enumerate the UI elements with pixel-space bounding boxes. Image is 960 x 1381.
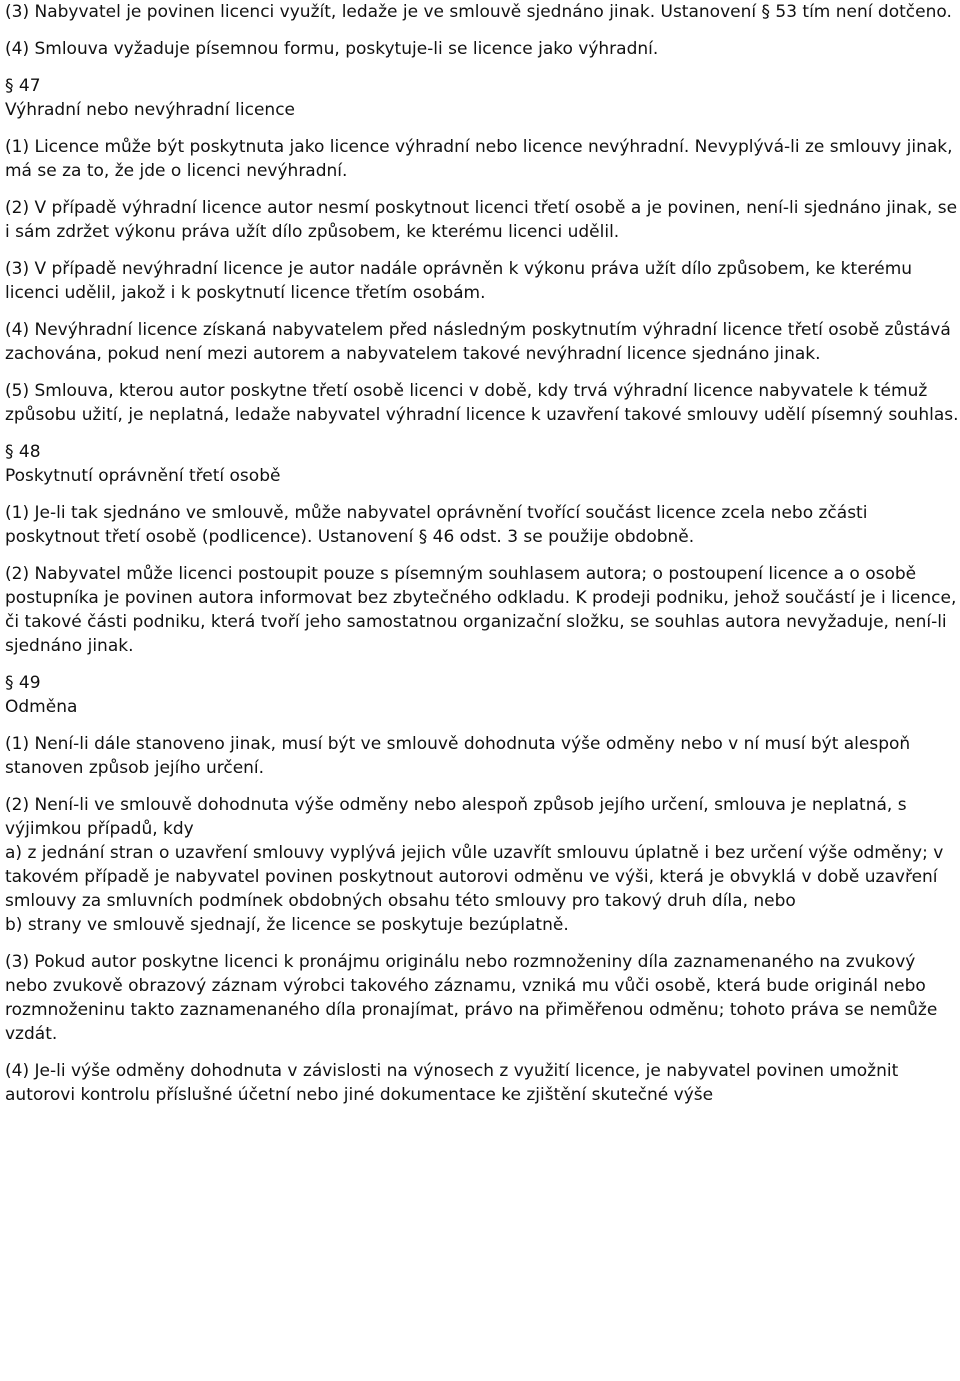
paragraph: (2) Není-li ve smlouvě dohodnuta výše odměny nebo alespoň způsob jejího určení, smlouva je neplatná, s výjimkou případů, kdy bbox=[5, 795, 907, 839]
paragraph: (5) Smlouva, kterou autor poskytne třetí osobě licenci v době, kdy trvá výhradní licence nabyvatele k témuž způsobu užití, je neplatná, ledaže nabyvatel výhradní licence k uzavření takové smlouvy udělí písemný souhlas. bbox=[5, 381, 959, 425]
paragraph-item-b: b) strany ve smlouvě sjednají, že licence se poskytuje bezúplatně. bbox=[5, 915, 569, 935]
section-number: § 48 bbox=[5, 442, 41, 462]
paragraph: (1) Licence může být poskytnuta jako licence výhradní nebo licence nevýhradní. Nevyplývá-li ze smlouvy jinak, má se za to, že jde o licenci nevýhradní. bbox=[5, 137, 953, 181]
paragraph: (2) Nabyvatel může licenci postoupit pouze s písemným souhlasem autora; o postoupení licence a o osobě postupníka je povinen autora informovat bez zbytečného odkladu. K prodeji podniku, jehož součástí je i licence, či takové části podniku, která tvoří jeho samostatnou organizační složku, se souhlas autora nevyžaduje, není-li sjednáno jinak. bbox=[5, 564, 957, 656]
section-title: Výhradní nebo nevýhradní licence bbox=[5, 100, 295, 120]
section-number: § 49 bbox=[5, 673, 41, 693]
section-title: Poskytnutí oprávnění třetí osobě bbox=[5, 466, 281, 486]
paragraph: (1) Není-li dále stanoveno jinak, musí být ve smlouvě dohodnuta výše odměny nebo v ní musí být alespoň stanoven způsob jejího určení. bbox=[5, 734, 911, 778]
paragraph-item-a: a) z jednání stran o uzavření smlouvy vyplývá jejich vůle uzavřít smlouvu úplatně i bez určení výše odměny; v takovém případě je nabyvatel povinen poskytnout autorovi odměnu ve výši, která je obvyklá v době uzavření smlouvy za smluvních podmínek obdobných obsahu této smlouvy pro takový druh díla, nebo bbox=[5, 843, 944, 911]
paragraph: (3) Pokud autor poskytne licenci k pronájmu originálu nebo rozmnoženiny díla zaznamenaného na zvukový nebo zvukově obrazový záznam výrobci takového záznamu, vzniká mu vůči osobě, která bude originál nebo rozmnoženinu takto zaznamenaného díla pronajímat, právo na přiměřenou odměnu; tohoto práva se nemůže vzdát. bbox=[5, 952, 938, 1044]
paragraph: (4) Je-li výše odměny dohodnuta v závislosti na výnosech z využití licence, je nabyvatel povinen umožnit autorovi kontrolu příslušné účetní nebo jiné dokumentace ke zjištění skutečné výše bbox=[5, 1061, 899, 1105]
paragraph: (1) Je-li tak sjednáno ve smlouvě, může nabyvatel oprávnění tvořící součást licence zcela nebo zčásti poskytnout třetí osobě (podlicence). Ustanovení § 46 odst. 3 se použije obdobně. bbox=[5, 503, 868, 547]
paragraph: (2) V případě výhradní licence autor nesmí poskytnout licenci třetí osobě a je povinen, není-li sjednáno jinak, se i sám zdržet výkonu práva užít dílo způsobem, ke kterému licenci udělil. bbox=[5, 198, 958, 242]
section-47 bbox=[5, 74, 960, 440]
section-number: § 47 bbox=[5, 76, 41, 96]
section-title: Odměna bbox=[5, 697, 78, 717]
paragraph: (3) V případě nevýhradní licence je autor nadále oprávněn k výkonu práva užít dílo způsobem, ke kterému licenci udělil, jakož i k poskytnutí licence třetím osobám. bbox=[5, 259, 913, 303]
section-48 bbox=[5, 440, 960, 671]
section-49 bbox=[5, 671, 960, 1107]
paragraph: (4) Nevýhradní licence získaná nabyvatelem před následným poskytnutím výhradní licence třetí osobě zůstává zachována, pokud není mezi autorem a nabyvatelem takové nevýhradní licence sjednáno jinak. bbox=[5, 320, 951, 364]
paragraph-top-1: (3) Nabyvatel je povinen licenci využít, ledaže je ve smlouvě sjednáno jinak. Ustanovení § 53 tím není dotčeno. bbox=[5, 2, 952, 22]
paragraph-top-2: (4) Smlouva vyžaduje písemnou formu, poskytuje-li se licence jako výhradní. bbox=[5, 39, 659, 59]
